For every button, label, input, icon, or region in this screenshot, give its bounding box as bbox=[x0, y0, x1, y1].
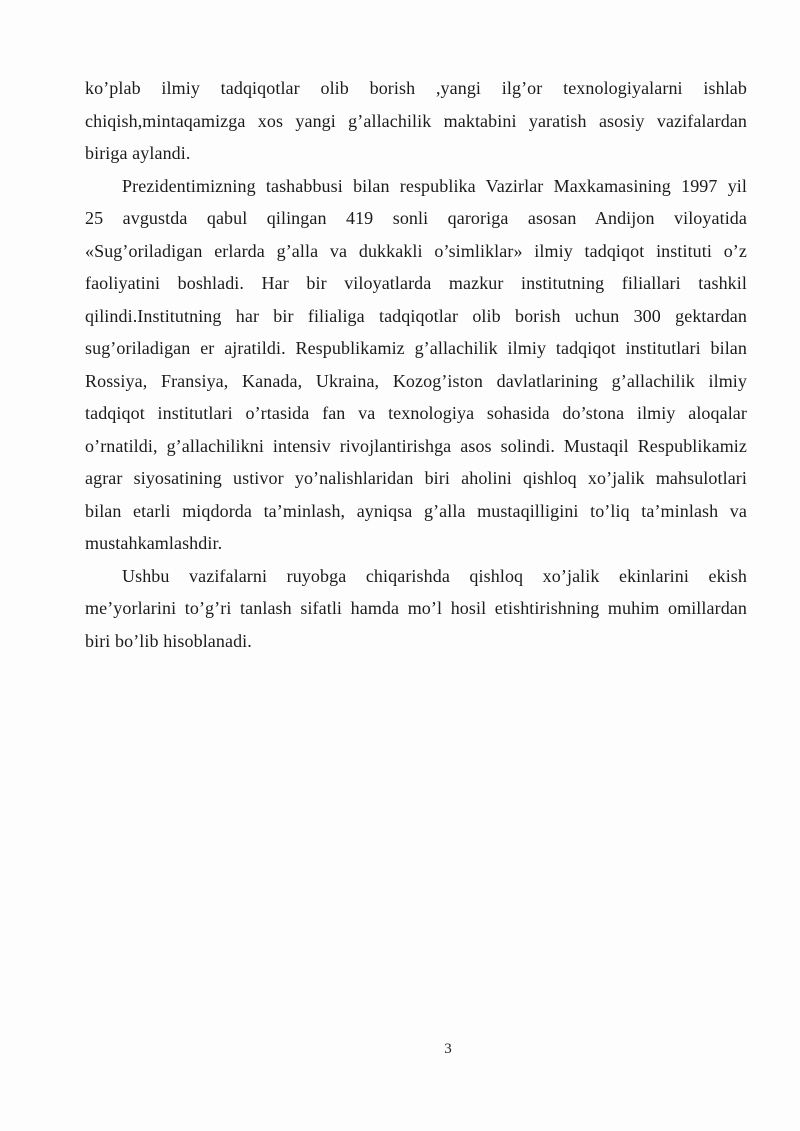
text-line: bilan etarli miqdorda ta’minlash, ayniqsa g’alla mustaqilligini to’liq ta’minlash va bbox=[85, 500, 747, 521]
text-line: mustahkamlashdir. bbox=[85, 533, 223, 553]
text-line: me’yorlarini to’g’ri tanlash sifatli hamda mo’l hosil etishtirishning muhim omillardan bbox=[85, 598, 747, 618]
paragraph-1 bbox=[85, 72, 747, 170]
paragraph-2 bbox=[85, 170, 747, 560]
text-line: biriga aylandi. bbox=[85, 143, 191, 163]
text-line: Rossiya, Fransiya, Kanada, Ukraina, Kozog’iston davlatlarining g’allachilik ilmiy bbox=[85, 370, 747, 391]
text-line: chiqish,mintaqamizga xos yangi g’allachilik maktabini yaratish asosiy vazifalardan bbox=[85, 110, 747, 131]
text-line: biri bo’lib hisoblanadi. bbox=[85, 630, 252, 651]
text-line: ko’plab ilmiy tadqiqotlar olib borish ,yangi ilg’or texnologiyalarni ishlab bbox=[85, 78, 747, 98]
text-line: 25 avgustda qabul qilingan 419 sonli qaroriga asosan Andijon viloyatida bbox=[85, 208, 747, 228]
text-line: Prezidentimizning tashabbusi bilan respublika Vazirlar Maxkamasining 1997 yil bbox=[122, 175, 747, 196]
text-line: agrar siyosatining ustivor yo’nalishlaridan biri aholini qishloq xo’jalik mahsulotlari bbox=[85, 468, 747, 488]
paragraph-3 bbox=[85, 560, 747, 658]
text-line: sug’oriladigan er ajratildi. Respublikamiz g’allachilik ilmiy tadqiqot institutlari bilan bbox=[85, 338, 747, 358]
text-line: Ushbu vazifalarni ruyobga chiqarishda qishloq xo’jalik ekinlarini ekish bbox=[122, 565, 747, 586]
text-line: «Sug’oriladigan erlarda g’alla va dukkakli o’simliklar» ilmiy tadqiqot instituti o’z bbox=[85, 240, 747, 261]
text-line: faoliyatini boshladi. Har bir viloyatlarda mazkur institutning filiallari tashkil bbox=[85, 273, 747, 293]
document-body bbox=[85, 72, 747, 657]
text-line: o’rnatildi, g’allachilikni intensiv rivojlantirishga asos solindi. Mustaqil Respublikamiz bbox=[85, 435, 747, 456]
text-line: tadqiqot institutlari o’rtasida fan va texnologiya sohasida do’stona ilmiy aloqalar bbox=[85, 403, 747, 423]
text-line: qilindi.Institutning har bir filialiga tadqiqotlar olib borish uchun 300 gektardan bbox=[85, 305, 747, 326]
page-number: 3 bbox=[444, 1041, 452, 1057]
